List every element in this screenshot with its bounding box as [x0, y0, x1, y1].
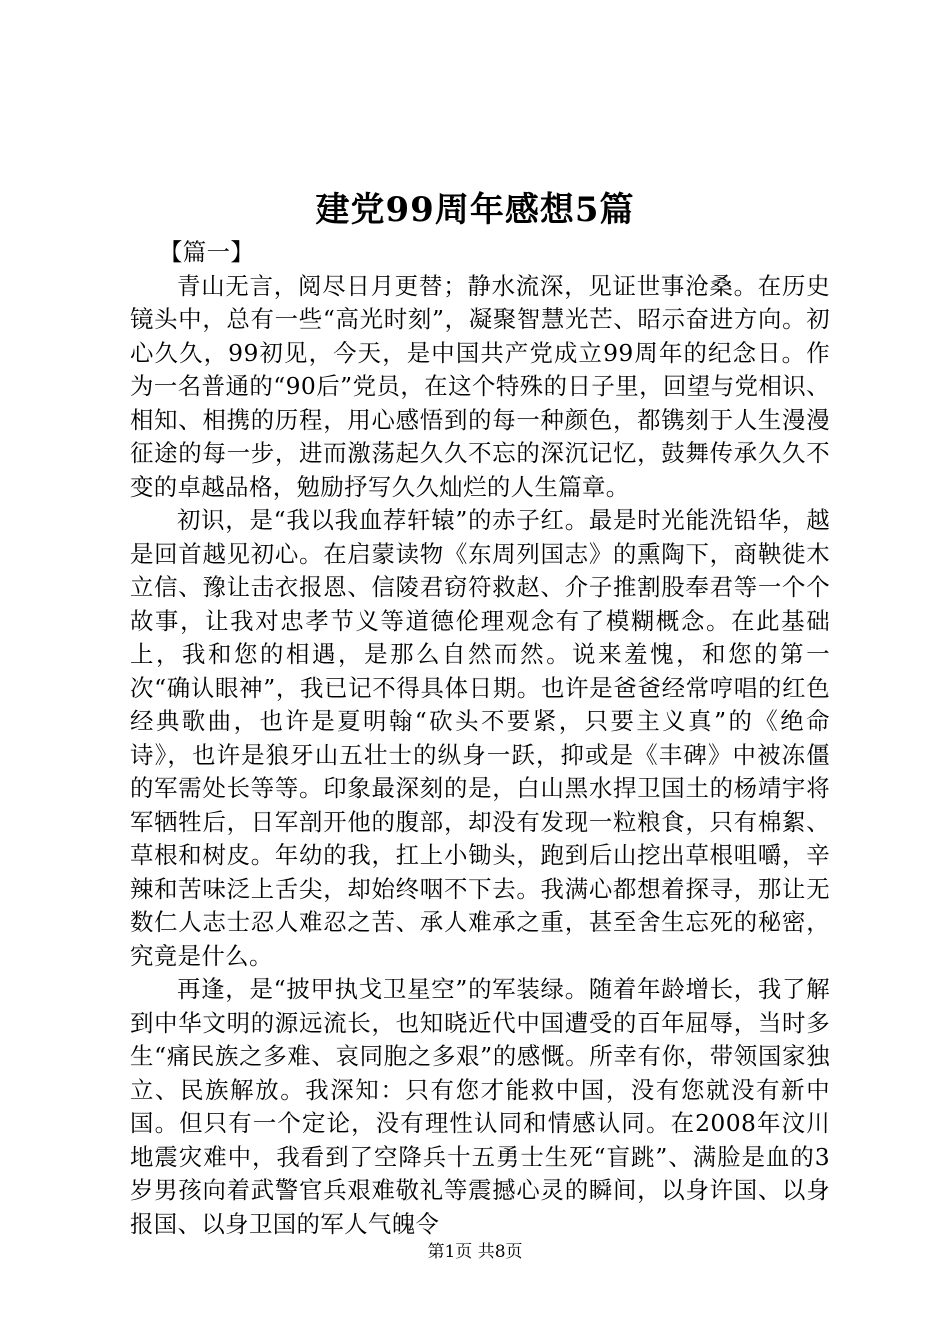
paragraph-2: 初识，是“我以我血荐轩辕”的赤子红。最是时光能洗铅华，越是回首越见初心。在启蒙读物《东周列国志》的熏陶下，商鞅徙木立信、豫让击衣报恩、信陵君窃符救赵、介子推割股奉君等一个个故事，让我对忠孝节义等道德伦理观念有了模糊概念。在此基础上，我和您的相遇，是那么自然而然。说来羞愧，和您的第一次“确认眼神”，我已记不得具体日期。也许是爸爸经常哼唱的红色经典歌曲，也许是夏明翰“砍头不要紧，只要主义真”的《绝命诗》，也许是狼牙山五壮士的纵身一跃，抑或是《丰碑》中被冻僵的军需处长等等。印象最深刻的是，白山黑水捍卫国土的杨靖宇将军牺牲后，日军剖开他的腹部，却没有发现一粒粮食，只有棉絮、草根和树皮。年幼的我，扛上小锄头，跑到后山挖出草根咀嚼，辛辣和苦味泛上舌尖，却始终咽不下去。我满心都想着探寻，那让无数仁人志士忍人难忍之苦、承人难承之重，甚至舍生忘死的秘密，究竟是什么。	[130, 506, 830, 970]
page-footer: 第1页 共8页	[427, 1242, 523, 1262]
paragraph-3: 再逢，是“披甲执戈卫星空”的军装绿。随着年龄增长，我了解到中华文明的源远流长，也知晓近代中国遭受的百年屈辱，当时多生“痛民族之多难、哀同胞之多艰”的感慨。所幸有你，带领国家独立、民族解放。我深知：只有您才能救中国，没有您就没有新中国。但只有一个定论，没有理性认同和情感认同。在2008年汶川地震灾难中，我看到了空降兵十五勇士生死“盲跳”、满脸是血的3岁男孩向着武警官兵艰难敬礼等震撼心灵的瞬间，以身许国、以身报国、以身卫国的军人气魄令	[130, 975, 830, 1238]
document-body	[130, 236, 830, 1241]
paragraph-1: 青山无言，阅尽日月更替；静水流深，见证世事沧桑。在历史镜头中，总有一些“高光时刻”，凝聚智慧光芒、昭示奋进方向。初心久久，99初见，今天，是中国共产党成立99周年的纪念日。作为一名普通的“90后”党员，在这个特殊的日子里，回望与党相识、相知、相携的历程，用心感悟到的每一种颜色，都镌刻于人生漫漫征途的每一步，进而激荡起久久不忘的深沉记忆，鼓舞传承久久不变的卓越品格，勉励抒写久久灿烂的人生篇章。	[130, 271, 830, 501]
document-title: 建党99周年感想5篇	[315, 190, 635, 230]
section-heading: 【篇一】	[159, 238, 255, 266]
